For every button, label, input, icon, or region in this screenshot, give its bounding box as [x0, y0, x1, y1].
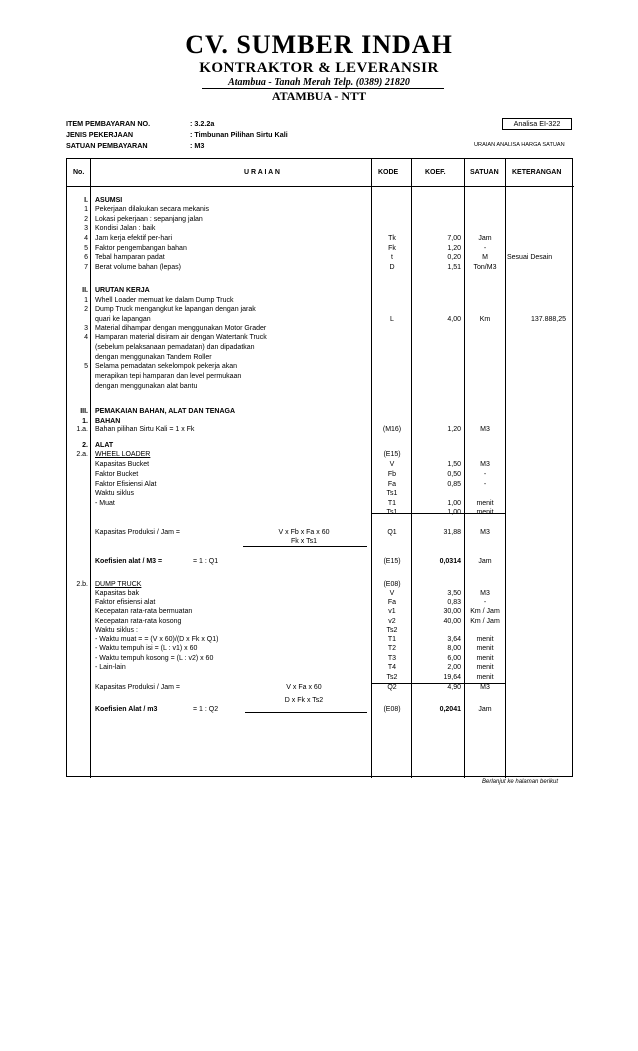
- row-koef: 8,00: [447, 645, 461, 652]
- row-kode: V: [389, 461, 395, 468]
- row-formula: V x Fb x Fa x 60: [278, 529, 330, 536]
- row-description: Berat volume bahan (lepas): [95, 264, 181, 271]
- row-koef: 0,2041: [439, 706, 461, 713]
- uraian-analisa-label: URAIAN ANALISA HARGA SATUAN: [474, 142, 565, 148]
- row-number: 7: [84, 264, 88, 271]
- jenis-label: JENIS PEKERJAAN: [66, 130, 134, 139]
- row-number: 2: [84, 306, 88, 313]
- row-satuan: menit: [476, 509, 494, 516]
- row-description: Faktor Bucket: [95, 471, 139, 478]
- row-number: 5: [84, 245, 88, 252]
- row-satuan: menit: [476, 655, 494, 662]
- header-kode: KODE: [378, 169, 399, 176]
- row-number: 2: [84, 216, 88, 223]
- row-koef: 1,51: [447, 264, 461, 271]
- row-description: Kondisi Jalan : baik: [95, 225, 156, 232]
- row-kode: T3: [387, 655, 397, 662]
- row-description: Kapasitas Produksi / Jam =: [95, 684, 181, 691]
- row-kode: Q2: [387, 684, 397, 691]
- row-koef: 3,64: [447, 636, 461, 643]
- row-satuan: Jam: [478, 235, 492, 242]
- row-description: Faktor Efisiensi Alat: [95, 481, 157, 488]
- row-description: Koefisien alat / M3 =: [95, 558, 163, 565]
- row-description: quari ke lapangan: [95, 316, 151, 323]
- item-label: ITEM PEMBAYARAN NO.: [66, 119, 151, 128]
- row-number: 1: [84, 206, 88, 213]
- row-formula-extra: = 1 : Q1: [193, 558, 219, 565]
- row-koef: 31,88: [443, 529, 461, 536]
- row-satuan: menit: [476, 500, 494, 507]
- row-kode: Q1: [387, 529, 397, 536]
- row-number: 4: [84, 235, 88, 242]
- row-kode: (E08): [383, 581, 401, 588]
- row-koef: 0,85: [447, 481, 461, 488]
- row-description: Faktor pengembangan bahan: [95, 245, 187, 252]
- row-kode: t: [391, 254, 393, 261]
- row-kode: D: [389, 264, 395, 271]
- header-uraian: U R A I A N: [244, 169, 280, 176]
- row-description: Pekerjaan dilakukan secara mekanis: [95, 206, 210, 213]
- row-description: dengan menggunakan Tandem Roller: [95, 354, 212, 361]
- row-description: Hamparan material disiram air dengan Watertank Truck: [95, 334, 267, 341]
- row-kode: Fk: [388, 245, 396, 252]
- row-description: Jam kerja efektif per-hari: [95, 235, 173, 242]
- fraction-line: [245, 712, 367, 713]
- row-number: 2.: [82, 442, 88, 449]
- row-koef: 0,0314: [439, 558, 461, 565]
- row-satuan: Jam: [478, 558, 492, 565]
- sum-line: [372, 513, 505, 514]
- table-header-divider: [66, 186, 574, 187]
- row-description: Dump Truck mengangkut ke lapangan dengan jarak: [95, 306, 256, 313]
- row-kode: Fb: [387, 471, 397, 478]
- row-satuan: M3: [480, 426, 490, 433]
- row-description: Bahan pilihan Sirtu Kali = 1 x Fk: [95, 426, 195, 433]
- row-formula-extra: = 1 : Q2: [193, 706, 219, 713]
- row-formula: D x Fk x Ts2: [284, 697, 324, 704]
- row-description: Kecepatan rata-rata bermuatan: [95, 608, 193, 615]
- analisa-code: Analisa EI-322: [502, 118, 572, 130]
- row-number: 3: [84, 225, 88, 232]
- row-description: Tebal hamparan padat: [95, 254, 165, 261]
- jenis-value: : Timbunan Pilihan Sirtu Kali: [190, 130, 288, 139]
- header-koef: KOEF.: [425, 169, 446, 176]
- row-kode: T4: [387, 664, 397, 671]
- row-number: 6: [84, 254, 88, 261]
- row-kode: V: [389, 590, 395, 597]
- row-satuan: Km / Jam: [470, 608, 500, 615]
- row-satuan: -: [483, 471, 487, 478]
- row-satuan: -: [483, 245, 487, 252]
- row-koef: 7,00: [447, 235, 461, 242]
- row-koef: 19,64: [443, 674, 461, 681]
- row-description: Kecepatan rata-rata kosong: [95, 618, 182, 625]
- row-satuan: M3: [480, 684, 490, 691]
- row-kode: L: [390, 316, 394, 323]
- row-description: ALAT: [95, 442, 114, 449]
- row-kode: T1: [387, 500, 397, 507]
- row-koef: 3,50: [447, 590, 461, 597]
- header-keterangan: KETERANGAN: [512, 169, 562, 176]
- row-satuan: Jam: [478, 706, 492, 713]
- row-description: Kapasitas Bucket: [95, 461, 150, 468]
- row-keterangan: Sesuai Desain: [507, 254, 553, 261]
- company-address: Atambua - Tanah Merah Telp. (0389) 21820: [228, 77, 410, 88]
- row-description: Waktu siklus :: [95, 627, 138, 634]
- row-satuan: Ton/M3: [473, 264, 497, 271]
- row-description: Whell Loader memuat ke dalam Dump Truck: [95, 297, 234, 304]
- row-koef: 4,00: [447, 316, 461, 323]
- row-koef: 0,83: [447, 599, 461, 606]
- row-number: 5: [84, 363, 88, 370]
- row-kode: T1: [387, 636, 397, 643]
- row-koef: 2,00: [447, 664, 461, 671]
- row-description: Faktor efisiensi alat: [95, 599, 156, 606]
- row-description: PEMAKAIAN BAHAN, ALAT DAN TENAGA: [95, 408, 235, 415]
- row-kode: Ts1: [386, 509, 398, 516]
- row-description: Kapasitas bak: [95, 590, 139, 597]
- row-satuan: Km: [479, 316, 491, 323]
- row-satuan: -: [483, 599, 487, 606]
- row-satuan: -: [483, 481, 487, 488]
- row-description: Lokasi pekerjaan : sepanjang jalan: [95, 216, 203, 223]
- row-kode: (E08): [383, 706, 401, 713]
- row-description: WHEEL LOADER: [95, 451, 151, 458]
- row-description: - Muat: [95, 500, 115, 507]
- row-koef: 1,20: [447, 426, 461, 433]
- row-satuan: M3: [480, 461, 490, 468]
- row-kode: v1: [388, 608, 396, 615]
- row-kode: v2: [388, 618, 396, 625]
- row-koef: 1,20: [447, 245, 461, 252]
- satuan-label: SATUAN PEMBAYARAN: [66, 141, 148, 150]
- row-description: - Waktu tempuh kosong = (L : v2) x 60: [95, 655, 214, 662]
- row-kode: (E15): [383, 451, 401, 458]
- row-description: BAHAN: [95, 418, 121, 425]
- row-koef: 4,90: [447, 684, 461, 691]
- col-divider: [505, 158, 506, 778]
- row-kode: T2: [387, 645, 397, 652]
- row-number: I.: [84, 197, 88, 204]
- row-koef: 0,20: [447, 254, 461, 261]
- row-description: (sebelum pelaksanaan pemadatan) dan dipadatkan: [95, 344, 255, 351]
- row-description: ASUMSI: [95, 197, 123, 204]
- row-number: 1.a.: [76, 426, 88, 433]
- row-number: 4: [84, 334, 88, 341]
- row-satuan: M3: [480, 529, 490, 536]
- col-divider: [90, 158, 91, 778]
- row-koef: 0,50: [447, 471, 461, 478]
- row-satuan: menit: [476, 664, 494, 671]
- row-number: II.: [82, 287, 88, 294]
- row-description: dengan menggunakan alat bantu: [95, 383, 198, 390]
- row-koef: 1,50: [447, 461, 461, 468]
- row-satuan: Km / Jam: [470, 618, 500, 625]
- row-description: merapikan tepi hamparan dan level permukaan: [95, 373, 242, 380]
- row-number: III.: [80, 408, 88, 415]
- company-name: CV. SUMBER INDAH: [185, 30, 453, 59]
- row-number: 1: [84, 297, 88, 304]
- row-number: 3: [84, 325, 88, 332]
- row-satuan: menit: [476, 636, 494, 643]
- row-kode: Fa: [387, 481, 397, 488]
- row-koef: 6,00: [447, 655, 461, 662]
- row-description: URUTAN KERJA: [95, 287, 150, 294]
- row-number: 2.b.: [76, 581, 88, 588]
- row-kode: (M16): [382, 426, 402, 433]
- row-koef: 30,00: [443, 608, 461, 615]
- row-koef: 1,00: [447, 509, 461, 516]
- continue-note: Berlanjut ke halaman berikut: [482, 779, 559, 785]
- row-kode: Ts1: [386, 490, 398, 497]
- row-kode: Ts2: [386, 674, 398, 681]
- row-formula: Fk x Ts1: [291, 538, 317, 545]
- row-kode: Fa: [387, 599, 397, 606]
- row-kode: Ts2: [386, 627, 398, 634]
- row-kode: (E15): [383, 558, 401, 565]
- fraction-line: [243, 546, 367, 547]
- row-satuan: M: [482, 254, 488, 261]
- row-formula: V x Fa x 60: [286, 684, 322, 691]
- row-number: 1.: [82, 418, 88, 425]
- header-satuan: SATUAN: [470, 169, 499, 176]
- row-description: - Waktu muat = = (V x 60)/(D x Fk x Q1): [95, 636, 219, 643]
- row-keterangan: 137.888,25: [530, 316, 566, 323]
- row-koef: 1,00: [447, 500, 461, 507]
- row-koef: 40,00: [443, 618, 461, 625]
- row-satuan: menit: [476, 674, 494, 681]
- sum-line: [372, 683, 505, 684]
- header-no: No.: [73, 169, 85, 176]
- row-description: Koefisien Alat / m3: [95, 706, 158, 713]
- row-description: - Lain-lain: [95, 664, 126, 671]
- satuan-value: : M3: [190, 141, 205, 150]
- row-description: DUMP TRUCK: [95, 581, 142, 588]
- row-description: Selama pemadatan sekelompok pekerja akan: [95, 363, 238, 370]
- row-description: Material dihampar dengan menggunakan Motor Grader: [95, 325, 267, 332]
- item-value: : 3.2.2a: [190, 119, 215, 128]
- row-satuan: menit: [476, 645, 494, 652]
- company-city: ATAMBUA - NTT: [271, 89, 367, 103]
- row-satuan: M3: [480, 590, 490, 597]
- row-description: - Waktu tempuh isi = (L : v1) x 60: [95, 645, 198, 652]
- row-kode: Tk: [388, 235, 396, 242]
- row-description: Kapasitas Produksi / Jam =: [95, 529, 181, 536]
- company-subtitle: KONTRAKTOR & LEVERANSIR: [199, 60, 439, 76]
- row-number: 2.a.: [76, 451, 88, 458]
- row-description: Waktu siklus: [95, 490, 135, 497]
